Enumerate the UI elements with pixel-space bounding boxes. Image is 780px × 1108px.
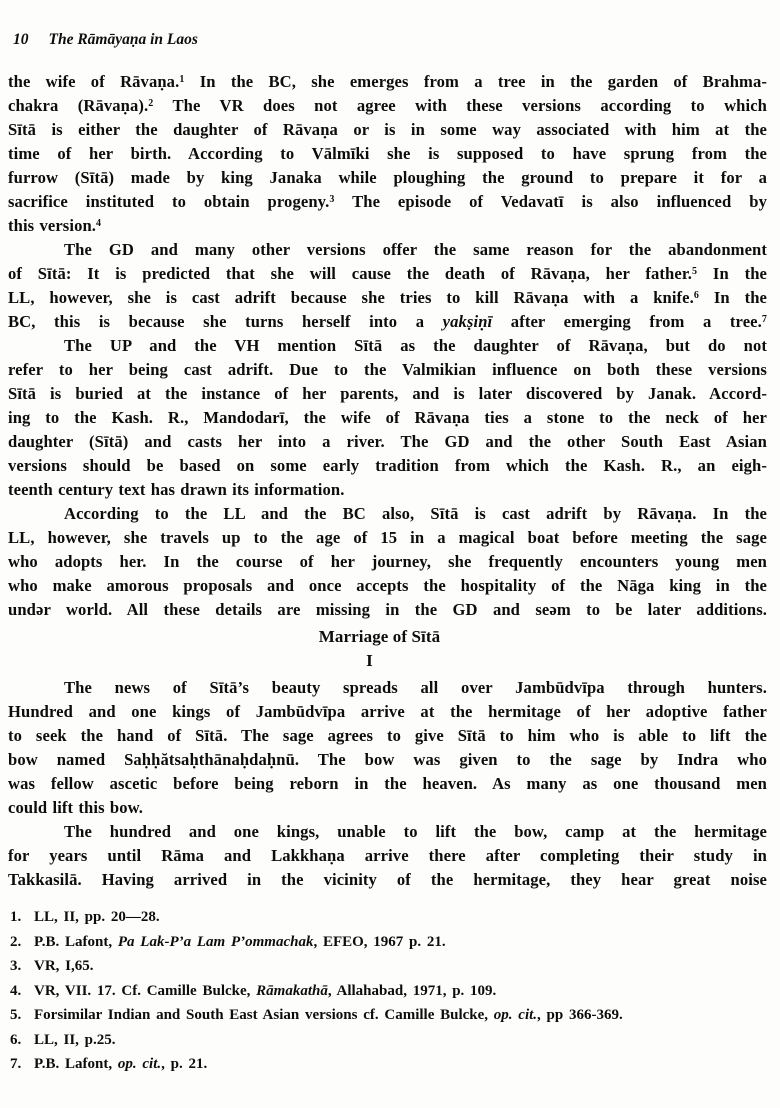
- text-line: [8, 772, 767, 796]
- paragraph-5: [8, 676, 767, 820]
- text-line: [8, 502, 767, 526]
- text-run: In the BC, she emerges from a tree in the garden of Brahma-: [184, 72, 767, 91]
- text-run: versions should be based on some early tradition from which the Kash. R., an eigh-: [8, 456, 767, 475]
- text-run: who make amorous proposals and once accepts the hospitality of the Nāga king in the: [8, 576, 767, 595]
- text-run: time of her birth. According to Vālmīki she is supposed to have sprung from the: [8, 144, 767, 163]
- text-line: [8, 238, 767, 262]
- text-line: [8, 724, 767, 748]
- paragraph-3: [8, 334, 767, 502]
- text-line: [8, 700, 767, 724]
- text-run: The news of Sītā’s beauty spreads all over Jambūdvīpa through hunters.: [64, 678, 767, 697]
- footnote-number: 7.: [10, 1056, 22, 1072]
- text-run: undər world. All these details are missing in the GD and seəm to be later additions.: [8, 600, 767, 619]
- text-run: LL, II, p.25.: [34, 1031, 116, 1048]
- text-run: LL, II, pp. 20—28.: [34, 909, 160, 925]
- text-run: According to the LL and the BC also, Sītā is cast adrift by Rāvaṇa. In the: [64, 504, 767, 523]
- text-run: P.B. Lafont,: [34, 933, 118, 950]
- text-run: furrow (Sītā) made by king Janaka while ploughing the ground to prepare it for a: [8, 168, 767, 187]
- section-numeral: I: [366, 651, 373, 670]
- footnote-text: [34, 1003, 768, 1028]
- footnote-marker: 4: [96, 218, 102, 229]
- text-line: [8, 358, 767, 382]
- body-text: [8, 70, 767, 892]
- footnote-marker: 6: [693, 290, 700, 301]
- text-run: Pa Lak-P’a Lam P’ommachak: [117, 933, 314, 950]
- text-run: The hundred and one kings, unable to lift the bow, camp at the hermitage: [64, 822, 767, 841]
- paragraph-1: [8, 70, 767, 238]
- text-line: [8, 190, 767, 214]
- text-run: In the: [697, 264, 767, 283]
- text-line: [8, 382, 767, 406]
- text-run: LL, however, she is cast adrift because she tries to kill Rāvaṇa with a knife.: [8, 288, 694, 307]
- text-run: Forsimilar Indian and South East Asian versions cf. Camille Bulcke,: [34, 1007, 494, 1023]
- text-run: , p. 21.: [161, 1056, 208, 1072]
- text-run: In the: [699, 288, 767, 307]
- footnote: [10, 954, 768, 979]
- page-number: 10: [13, 31, 29, 48]
- footnote: [10, 905, 768, 930]
- footnote-text: [34, 905, 768, 930]
- text-line: [8, 454, 767, 478]
- footnotes: [10, 905, 768, 1077]
- text-run: Rāmakathā: [256, 982, 328, 999]
- footnote-number: 1.: [10, 909, 22, 925]
- paragraph-4: [8, 502, 767, 622]
- text-line: [8, 214, 767, 238]
- text-run: the wife of Rāvaṇa.: [8, 72, 180, 91]
- text-run: yakṣiṇī: [442, 312, 493, 331]
- running-header: [0, 0, 780, 49]
- footnote-marker: 7: [761, 314, 768, 325]
- text-line: [8, 676, 767, 700]
- text-line: [8, 748, 767, 772]
- text-run: VR, I,65.: [34, 958, 94, 974]
- text-line: [8, 844, 767, 868]
- text-run: who adopts her. In the course of her journey, she frequently encounters young men: [8, 552, 767, 571]
- text-run: daughter (Sītā) and casts her into a river. The GD and the other South East Asian: [8, 432, 767, 451]
- text-run: The VR does not agree with these versions according to which: [153, 96, 767, 115]
- text-run: chakra (Rāvaṇa).: [8, 96, 149, 115]
- text-run: The episode of Vedavatī is also influenced by: [334, 192, 767, 211]
- text-run: after emerging from a tree.: [492, 312, 762, 331]
- text-run: , EFEO, 1967 p. 21.: [313, 933, 446, 950]
- text-run: refer to her being cast adrift. Due to the Valmikian influence on both these versions: [8, 360, 767, 379]
- text-run: Sītā is either the daughter of Rāvaṇa or is in some way associated with him at the: [8, 120, 767, 139]
- text-run: op. cit.: [117, 1056, 162, 1072]
- text-run: could lift this bow.: [8, 798, 144, 817]
- text-line: [8, 406, 767, 430]
- text-line: [8, 430, 767, 454]
- text-run: LL, however, she travels up to the age of 15 in a magical boat before meeting the sage: [8, 528, 767, 547]
- footnote-number: 6.: [10, 1031, 22, 1048]
- text-run: Sītā is buried at the instance of her parents, and is later discovered by Janak. Accord-: [8, 384, 767, 403]
- text-run: was fellow ascetic before being reborn in the heaven. As many as one thousand men: [8, 774, 767, 793]
- footnote-text: [34, 1052, 768, 1077]
- running-title: The Rāmāyaṇa in Laos: [48, 31, 198, 48]
- footnote-text: [34, 979, 768, 1004]
- text-line: [8, 334, 767, 358]
- text-line: [8, 94, 767, 118]
- text-run: VR, VII. 17. Cf. Camille Bulcke,: [34, 982, 257, 999]
- text-run: The UP and the VH mention Sītā as the daughter of Rāvaṇa, but do not: [64, 336, 767, 355]
- text-run: P.B. Lafont,: [34, 1056, 118, 1072]
- paragraph-2: [8, 238, 767, 334]
- text-run: , Allahabad, 1971, p. 109.: [327, 982, 497, 999]
- text-line: [8, 820, 767, 844]
- footnote-text: [34, 1028, 768, 1053]
- footnote-marker: 5: [692, 266, 698, 277]
- text-run: for years until Rāma and Lakkhaṇa arrive there after completing their study in: [8, 846, 767, 865]
- footnote: [10, 979, 768, 1004]
- footnote-number: 5.: [10, 1007, 22, 1023]
- text-line: [8, 550, 767, 574]
- text-line: [8, 262, 767, 286]
- text-run: ing to the Kash. R., Mandodarī, the wife of Rāvaṇa ties a stone to the neck of her: [8, 408, 767, 427]
- footnote-text: [34, 954, 768, 979]
- footnote-marker: 3: [329, 194, 335, 205]
- text-run: , pp 366-369.: [537, 1007, 623, 1023]
- text-line: [8, 868, 767, 892]
- text-line: [8, 166, 767, 190]
- footnote-marker: 1: [179, 74, 185, 85]
- text-line: [8, 118, 767, 142]
- text-run: BC, this is because she turns herself into a: [8, 312, 443, 331]
- footnote: [10, 930, 768, 955]
- text-line: [8, 526, 767, 550]
- text-run: of Sītā: It is predicted that she will cause the death of Rāvaṇa, her father.: [8, 264, 693, 283]
- text-line: [8, 796, 767, 820]
- text-line: [8, 142, 767, 166]
- text-line: [8, 70, 767, 94]
- text-line: [8, 286, 767, 310]
- text-run: The GD and many other versions offer the same reason for the abandonment: [64, 240, 767, 259]
- footnote-number: 3.: [10, 958, 22, 974]
- text-run: this version.: [8, 216, 97, 235]
- text-line: [8, 310, 767, 334]
- footnote: [10, 1003, 768, 1028]
- paragraph-6: [8, 820, 767, 892]
- text-run: to seek the hand of Sītā. The sage agrees to give Sītā to him who is able to lift the: [8, 726, 767, 745]
- text-line: [8, 574, 767, 598]
- footnote-marker: 2: [148, 98, 154, 109]
- text-run: Takkasilā. Having arrived in the vicinity of the hermitage, they hear great noise: [8, 870, 767, 889]
- text-run: Hundred and one kings of Jambūdvīpa arrive at the hermitage of her adoptive father: [8, 702, 767, 721]
- text-line: [8, 598, 767, 622]
- footnote: [10, 1052, 768, 1077]
- text-run: bow named Saḥḥătsaḥthānaḥdaḥnū. The bow was given to the sage by Indra who: [8, 750, 767, 769]
- footnote: [10, 1028, 768, 1053]
- section-heading: Marriage of Sītā: [318, 627, 441, 646]
- text-run: teenth century text has drawn its information.: [8, 480, 345, 499]
- footnote-number: 4.: [10, 982, 22, 999]
- footnote-text: [34, 930, 768, 955]
- text-run: op. cit.: [493, 1007, 538, 1023]
- text-run: sacrifice instituted to obtain progeny.: [8, 192, 330, 211]
- footnote-number: 2.: [10, 933, 22, 950]
- text-line: [8, 478, 767, 502]
